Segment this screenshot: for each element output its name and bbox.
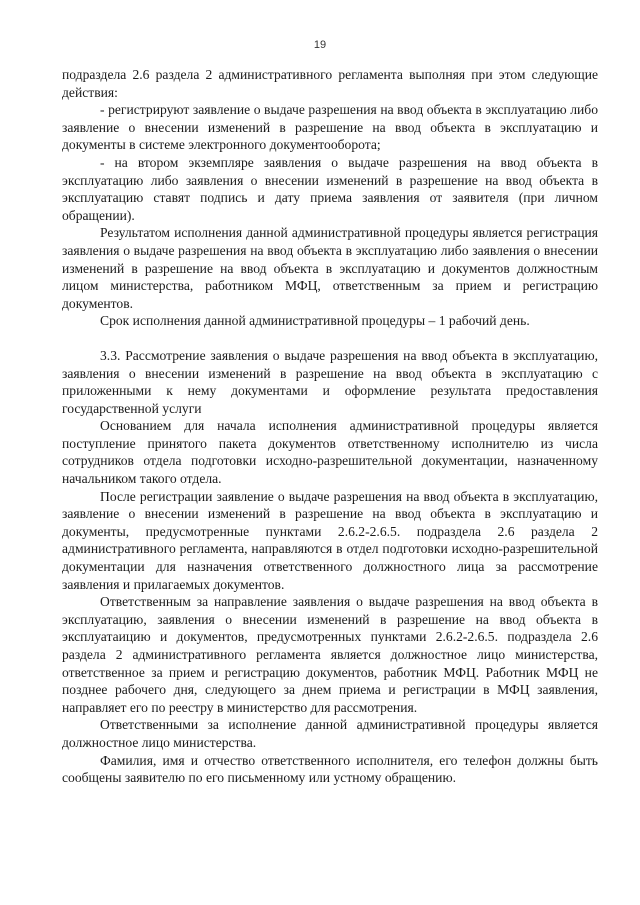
paragraph-responsible-execution: Ответственными за исполнение данной административной процедуры является должностное лицо министерства. xyxy=(62,717,598,750)
section-heading-3-3: 3.3. Рассмотрение заявления о выдаче разрешения на ввод объекта в эксплуатацию, заявления о внесении изменений в разрешение на ввод объекта в эксплуатацию с приложенными к нему документами и оформление результата предоставления государственной услуги xyxy=(62,347,598,416)
paragraph-contact-info: Фамилия, имя и отчество ответственного исполнителя, его телефон должны быть сообщены заявителю по его письменному или устному обращению. xyxy=(62,752,598,786)
paragraph-basis: Основанием для начала исполнения административной процедуры является поступление принятого пакета документов ответственному исполнителю из числа сотрудников отдела подготовки исходно-разрешительной документации, назначенному начальником такого отдела. xyxy=(62,418,598,487)
paragraph-responsible-direction: Ответственным за направление заявления о выдаче разрешения на ввод объекта в эксплуатацию, заявления о внесении изменений в разрешение на ввод объекта в эксплуатаицию и документов, предусмотренных пунктами 2.6.2-2.6.5. подраздела 2.6 раздела 2 административного регламента является должностное лицо министерства, ответственное за прием и регистрацию документов, работник МФЦ. Работник МФЦ не позднее рабочего дня, следующего за днем приема и регистрации в МФЦ заявления, направляет его по реестру в министерство для рассмотрения. xyxy=(62,594,598,715)
paragraph-continuation: подраздела 2.6 раздела 2 административного регламента выполняя при этом следующие действия: xyxy=(62,67,598,100)
document-body xyxy=(62,66,598,787)
paragraph-action-register: - регистрируют заявление о выдаче разрешения на ввод объекта в эксплуатацию либо заявление о внесении изменений в разрешение на ввод объекта в эксплуатацию и документы в системе электронного документооборота; xyxy=(62,102,598,153)
page-number: 19 xyxy=(313,39,327,51)
paragraph-after-registration: После регистрации заявление о выдаче разрешения на ввод объекта в эксплуатацию, заявление о внесении изменений в разрешение на ввод объекта в эксплуатацию и документы, предусмотренные пунктами 2.6.2-2.6.5. подраздела 2.6 раздела 2 административного регламента, направляются в отдел подготовки исходно-разрешительной документации для назначения ответственного должностного лица за рассмотрение заявления и прилагаемых документов. xyxy=(62,488,598,592)
paragraph-result: Результатом исполнения данной административной процедуры является регистрация заявления о выдаче разрешения на ввод объекта в эксплуатацию либо заявления о внесении изменений в разрешение на ввод объекта в эксплуатацию и документов должностным лицом министерства, работником МФЦ, ответственным за прием и регистрацию документов. xyxy=(62,225,598,311)
paragraph-action-sign: - на втором экземпляре заявления о выдаче разрешения на ввод объекта в эксплуатацию либо заявления о внесении изменений в разрешение на ввод объекта в эксплуатацию ставят подпись и дату приема заявления от заявителя (при личном обращении). xyxy=(62,154,598,223)
paragraph-deadline: Срок исполнения данной административной процедуры – 1 рабочий день. xyxy=(100,313,530,329)
